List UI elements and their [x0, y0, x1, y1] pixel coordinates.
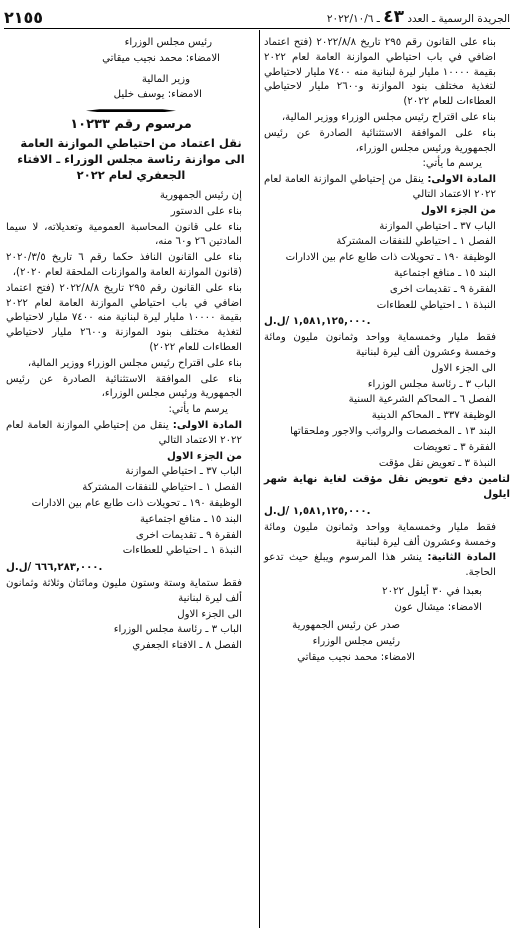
budget-line: الفصل ٦ ـ المحاكم الشرعية السنية — [348, 394, 496, 406]
article-two-text: ينشر هذا المرسوم ويبلغ حيث تدعو الحاجة. — [264, 552, 496, 579]
section-separator — [86, 107, 176, 114]
budget-line: البند ١٥ ـ منافع اجتماعية — [393, 267, 496, 279]
amount-words: فقط مليار وخمسماية وواحد وثمانون مليون ومائة وخمسة وعشرون ألف ليرة لبنانية — [264, 332, 496, 358]
budget-line: النبذة ١ ـ احتياطي للعطاءات — [376, 299, 496, 311]
part-heading: من الجزء الاول — [420, 204, 496, 216]
amount-words: فقط ستماية وستة وستون مليون ومائتان وثلاثة وثمانون ألف ليرة لبنانية — [6, 577, 242, 604]
president-line: إن رئيس الجمهورية — [159, 189, 242, 201]
decree-phrase: يرسم ما يأتي: — [422, 158, 482, 170]
journal-title — [327, 7, 510, 27]
preamble-approval: بناء على الموافقة الاستثنائية الصادرة عن رئيس الجمهورية ورئيس مجلس الوزراء، — [264, 127, 496, 154]
part-heading: الى الجزء الاول — [431, 362, 496, 374]
article-one-label: المادة الاولى: — [172, 419, 242, 431]
article-two — [264, 551, 510, 581]
preamble-line: بناء على قانون المحاسبة العمومية وتعديلاته، لا سيما المادتين ٢٦ و٦٠ منه، — [6, 221, 242, 248]
preamble-line: بناء على الدستور — [170, 205, 242, 217]
article-one-text: ينقل من إحتياطي الموازنة العامة لعام ٢٠٢٢ الاعتماد التالي — [6, 419, 242, 446]
decree-phrase: يرسم ما يأتي: — [168, 404, 228, 416]
part-heading: الى الجزء الاول — [177, 608, 242, 620]
article-two-label: المادة الثانية: — [427, 552, 496, 564]
amount-words: فقط مليار وخمسماية وواحد وثمانون مليون ومائة وخمسة وعشرون ألف ليرة لبنانية — [264, 521, 496, 548]
budget-line: الوظيفة ١٩٠ ـ تحويلات ذات طابع عام بين الادارات — [31, 497, 242, 509]
budget-line: الباب ٣ ـ رئاسة مجلس الوزراء — [367, 378, 496, 390]
article-one-label: المادة الاولى: — [427, 174, 496, 186]
article-one-text: ينقل من إحتياطي الموازنة العامة لعام ٢٠٢٢ الاعتماد التالي — [264, 174, 496, 200]
budget-line: النبذة ١ ـ احتياطي للعطاءات — [122, 545, 242, 557]
budget-line: الفقرة ٩ ـ تقديمات اخرى — [389, 283, 496, 295]
journal-name: الجريدة الرسمية ـ العدد — [407, 13, 510, 25]
issue-date: ـ ٢٠٢٢/١٠/٦ — [326, 13, 380, 25]
decree-number: ١٠٢٣٣ — [70, 117, 110, 133]
preamble-approval: بناء على الموافقة الاستثنائية الصادرة عن رئيس الجمهورية ورئيس مجلس الوزراء، — [6, 373, 242, 400]
issued-by: صدر عن رئيس الجمهورية — [292, 620, 400, 632]
article-one — [6, 419, 256, 449]
signing-date: بعبدا في ٣٠ أيلول ٢٠٢٢ — [382, 585, 482, 597]
budget-line: الباب ٣٧ ـ احتياطي الموازنة — [379, 220, 496, 232]
column-divider — [259, 30, 260, 928]
budget-line: الفصل ٨ ـ الافتاء الجعفري — [132, 640, 242, 652]
decree-label: مرسوم رقم — [114, 117, 192, 133]
preamble-proposal: بناء على اقتراح رئيس مجلس الوزراء ووزير المالية، — [281, 111, 496, 123]
fm-title: وزير المالية — [141, 73, 190, 85]
amount-figure: ١,٥٨١,١٢٥,٠٠٠ /ل.ل. — [264, 505, 371, 517]
budget-line: الفقرة ٩ ـ تقديمات اخرى — [135, 529, 242, 541]
part-heading: من الجزء الاول — [166, 450, 242, 462]
budget-line: الفصل ١ ـ احتياطي للنفقات المشتركة — [82, 482, 242, 494]
budget-line: الفقرة ٣ ـ تعويضات — [413, 441, 496, 453]
pm-title: رئيس مجلس الوزراء — [124, 37, 212, 48]
budget-line: البند ١٥ ـ منافع اجتماعية — [139, 513, 242, 525]
budget-line: النبذة ٣ ـ تعويض نقل مؤقت — [378, 457, 496, 469]
preamble-law: بناء على القانون رقم ٢٩٥ تاريخ ٢٠٢٢/٨/٨ (فتح اعتماد اضافي في باب احتياطي الموازنة العامة لعام ٢٠٢٢ بقيمة ١٠٠٠٠ مليار ليرة لبنانية منه ٧٤٠٠ مليار لاحتياطي لتغذية مختلف بنود الموازنة و٢٦٠٠ مليار لاحتياطي العطاءات للعام ٢٠٢٢) — [264, 37, 497, 108]
transfer-purpose: لتامين دفع تعويض نقل مؤقت لغاية نهاية شهر ايلول — [264, 474, 510, 501]
preamble-law: بناء على القانون رقم ٢٩٥ تاريخ ٢٠٢٢/٨/٨ (فتح اعتماد اضافي في باب احتياطي الموازنة العامة لعام ٢٠٢٢ بقيمة ١٠٠٠٠ مليار ليرة لبنانية منه ٧٤٠٠ مليار لاحتياطي لتغذية مختلف بنود الموازنة و٢٦٠٠ مليار لاحتياطي العطاءات للعام ٢٠٢٢) — [6, 282, 243, 353]
pm-title: رئيس مجلس الوزراء — [312, 636, 400, 648]
decree-title: نقل اعتماد من احتياطي الموازنة العامة الى موازنة رئاسة مجلس الوزراء ـ الافتاء الجعفري لعام ٢٠٢٢ — [17, 135, 245, 182]
page-header — [4, 6, 510, 29]
president-signature: الامضاء: ميشال عون — [394, 601, 482, 613]
budget-line: الباب ٣٧ ـ احتياطي الموازنة — [125, 466, 242, 478]
budget-line: البند ١٣ ـ المخصصات والرواتب والاجور وملحقاتها — [290, 425, 496, 437]
right-column — [264, 36, 510, 930]
decree-heading — [6, 118, 256, 133]
budget-line: الفصل ١ ـ احتياطي للنفقات المشتركة — [336, 236, 496, 248]
issue-number: ٤٣ — [383, 7, 404, 27]
preamble-proposal: بناء على اقتراح رئيس مجلس الوزراء ووزير المالية، — [27, 357, 242, 369]
fm-signature: الامضاء: يوسف خليل — [113, 89, 202, 101]
budget-line: الوظيفة ١٩٠ ـ تحويلات ذات طابع عام بين الادارات — [285, 252, 496, 264]
budget-line: الوظيفة ٣٣٧ ـ المحاكم الدينية — [371, 410, 496, 422]
amount-figure: ٦٦٦,٢٨٣,٠٠٠ /ل.ل. — [6, 562, 103, 574]
pm-signature: الامضاء: محمد نجيب ميقاتي — [102, 52, 220, 64]
pm-signature: الامضاء: محمد نجيب ميقاتي — [297, 652, 415, 664]
page-number: ٢١٥٥ — [4, 7, 44, 27]
budget-line: الباب ٣ ـ رئاسة مجلس الوزراء — [113, 624, 242, 636]
left-column — [6, 36, 256, 930]
amount-figure: ١,٥٨١,١٢٥,٠٠٠ /ل.ل. — [264, 316, 371, 328]
article-one — [264, 173, 510, 203]
preamble-line: بناء على القانون النافذ حكما رقم ٦ تاريخ ٢٠٢٠/٣/٥ (قانون الموازنة العامة والموازنات الملحقة لعام ٢٠٢٠)، — [6, 252, 243, 278]
